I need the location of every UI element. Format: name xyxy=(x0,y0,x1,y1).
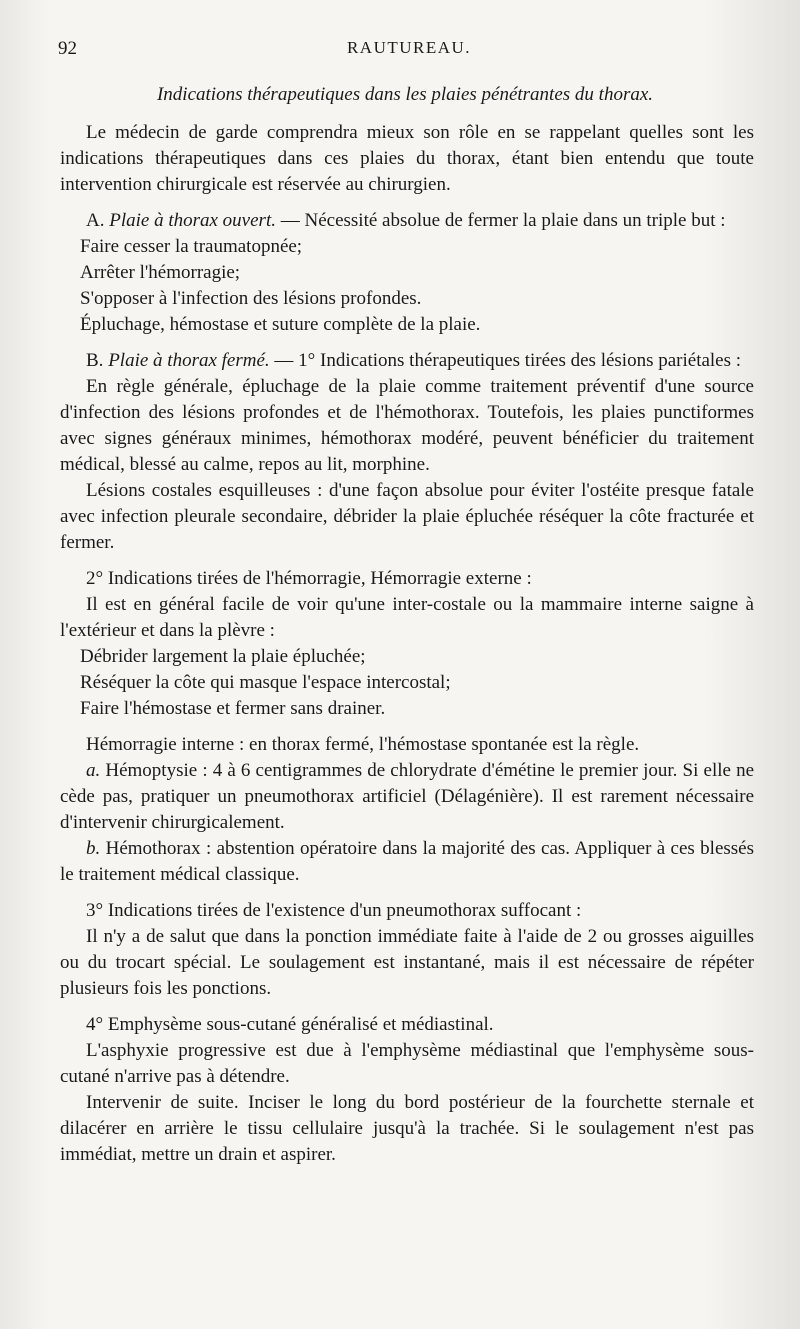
section-a-text: — Nécessité absolue de fermer la plaie dans un triple but : xyxy=(275,210,726,231)
section-b-label: B. xyxy=(86,350,104,371)
section-b-title: Plaie à thorax fermé. xyxy=(108,350,270,371)
hemoptysis-label: a. xyxy=(86,760,101,781)
list-item: Épluchage, hémostase et suture complète de la plaie. xyxy=(80,314,481,335)
emphysema-paragraph: L'asphyxie progressive est due à l'emphysème médiastinal que l'emphysème sous-cutané n'arrive pas à détendre. xyxy=(60,1040,754,1087)
internal-hemorrhage-paragraph: Hémorragie interne : en thorax fermé, l'hémostase spontanée est la règle. xyxy=(86,734,640,755)
list-item: Faire l'hémostase et fermer sans drainer. xyxy=(80,698,386,719)
page-number: 92 xyxy=(58,38,77,59)
page-header xyxy=(58,38,760,68)
emphysema-heading: 4° Emphysème sous-cutané généralisé et médiastinal. xyxy=(86,1014,494,1035)
hemothorax-text: Hémothorax : abstention opératoire dans la majorité des cas. Appliquer à ces blessés le traitement médical classique. xyxy=(60,838,754,885)
intervention-paragraph: Intervenir de suite. Inciser le long du bord postérieur de la fourchette sternale et dilacérer en arrière le tissu cellulaire jusqu'à la trachée. Si le soulagement n'est pas immédiat, mettre un drain et aspirer. xyxy=(60,1092,754,1165)
list-item: Débrider largement la plaie épluchée; xyxy=(80,646,366,667)
list-item: Arrêter l'hémorragie; xyxy=(80,262,241,283)
hemothorax-paragraph xyxy=(60,836,754,888)
list-item: S'opposer à l'infection des lésions profondes. xyxy=(80,288,422,309)
pneumothorax-paragraph: Il n'y a de salut que dans la ponction immédiate faite à l'aide de 2 ou grosses aiguilles ou du trocart spécial. Le soulagement est instantané, mais il est nécessaire de répéter plusieurs fois les ponctions. xyxy=(60,926,754,999)
hemorrhage-paragraph: Il est en général facile de voir qu'une inter-costale ou la mammaire interne saigne à l'extérieur et dans la plèvre : xyxy=(60,594,754,641)
section-b-heading xyxy=(60,348,754,374)
intro-paragraph: Le médecin de garde comprendra mieux son rôle en se rappelant quelles sont les indications thérapeutiques dans ces plaies du thorax, étant bien entendu que toute intervention chirurgicale est réservée au chirurgien. xyxy=(60,122,754,195)
section-a-heading xyxy=(60,208,754,234)
hemothorax-label: b. xyxy=(86,838,101,859)
section-a-label: A. xyxy=(86,210,105,231)
pneumothorax-heading: 3° Indications tirées de l'existence d'un pneumothorax suffocant : xyxy=(86,900,582,921)
section-title: Indications thérapeutiques dans les plaies pénétrantes du thorax. xyxy=(156,84,654,105)
running-head: RAUTUREAU. xyxy=(346,38,472,57)
list-item: Réséquer la côte qui masque l'espace intercostal; xyxy=(80,672,451,693)
costal-lesions-paragraph: Lésions costales esquilleuses : d'une façon absolue pour éviter l'ostéite presque fatale avec infection pleurale secondaire, débrider la plaie épluchée réséquer la côte fracturée et fermer. xyxy=(60,480,754,553)
general-rule-paragraph: En règle générale, épluchage de la plaie comme traitement préventif d'une source d'infection des lésions profondes et de l'hémothorax. Toutefois, les plaies punctiformes avec signes généraux minimes, hémothorax modéré, peuvent bénéficier du traitement médical, blessé au calme, repos au lit, morphine. xyxy=(60,376,754,475)
section-b-text: — 1° Indications thérapeutiques tirées des lésions pariétales : xyxy=(269,350,742,371)
hemoptysis-paragraph xyxy=(60,758,754,836)
list-item: Faire cesser la traumatopnée; xyxy=(80,236,303,257)
section-a-title: Plaie à thorax ouvert. xyxy=(109,210,276,231)
hemoptysis-text: Hémoptysie : 4 à 6 centigrammes de chlorydrate d'émétine le premier jour. Si elle ne cède pas, pratiquer un pneumothorax artificiel (Délagénière). Il est rarement nécessaire d'intervenir chirurgicalement. xyxy=(60,760,754,833)
hemorrhage-heading: 2° Indications tirées de l'hémorragie, Hémorragie externe : xyxy=(86,568,532,589)
page-body xyxy=(60,120,754,1168)
